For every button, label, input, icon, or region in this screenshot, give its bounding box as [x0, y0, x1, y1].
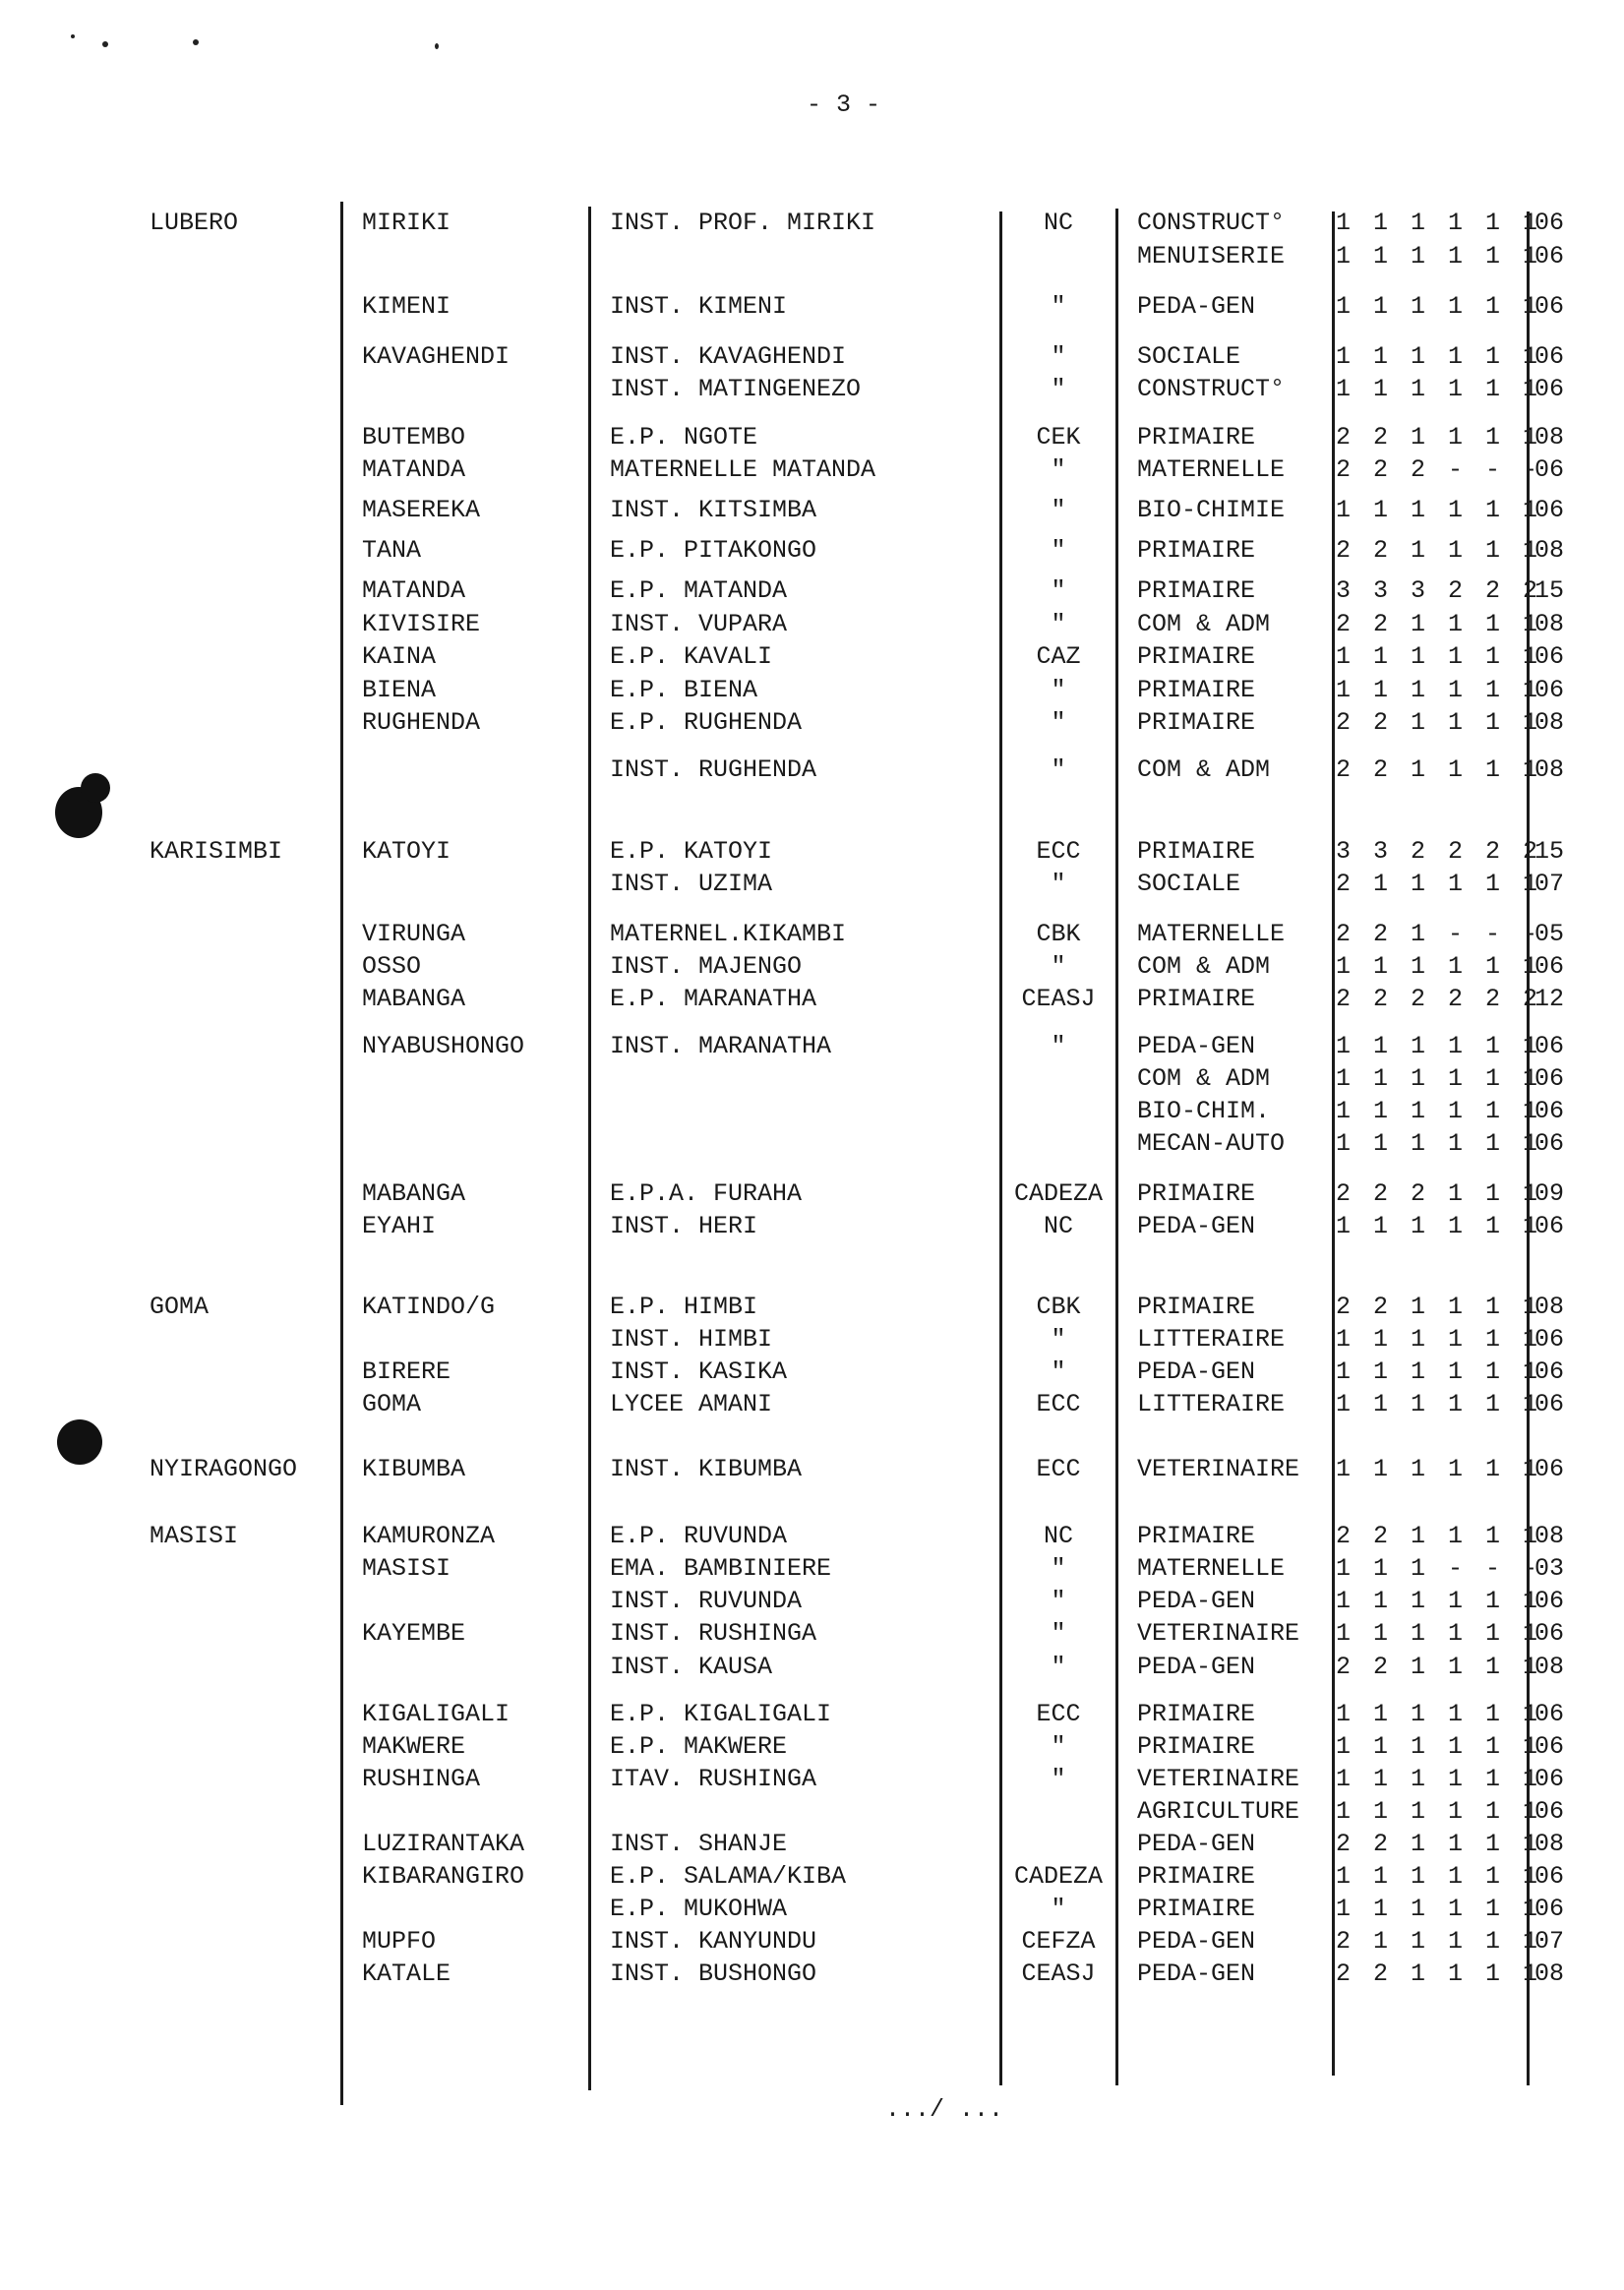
cell-total: 06	[1534, 1097, 1565, 1125]
cell-org: NC	[1043, 1522, 1073, 1550]
cell-classes: 1 1 1 1 1 1	[1336, 1587, 1542, 1615]
cell-org: "	[1051, 708, 1066, 737]
cell-section: COM & ADM	[1137, 755, 1271, 784]
cell-org: "	[1051, 755, 1066, 784]
cell-section: PRIMAIRE	[1137, 1732, 1256, 1761]
cell-total: 06	[1534, 1700, 1565, 1728]
cell-org: "	[1051, 1587, 1066, 1615]
cell-loc: RUSHINGA	[362, 1765, 481, 1793]
cell-total: 06	[1534, 1895, 1565, 1923]
cell-total: 06	[1534, 1064, 1565, 1093]
cell-total: 06	[1534, 1587, 1565, 1615]
cell-section: PRIMAIRE	[1137, 1862, 1256, 1891]
cell-classes: 2 2 2 2 2 2	[1336, 985, 1542, 1013]
cell-school: E.P. NGOTE	[610, 423, 758, 452]
cell-school: INST. KANYUNDU	[610, 1927, 817, 1956]
cell-section: PEDA-GEN	[1137, 292, 1256, 321]
cell-total: 08	[1534, 755, 1565, 784]
cell-school: INST. SHANJE	[610, 1830, 788, 1858]
cell-loc: LUZIRANTAKA	[362, 1830, 525, 1858]
cell-org: "	[1051, 1765, 1066, 1793]
cell-school: MATERNELLE MATANDA	[610, 455, 876, 484]
cell-classes: 1 1 1 1 1 1	[1336, 209, 1542, 237]
cell-school: MATERNEL.KIKAMBI	[610, 920, 847, 948]
cell-school: LYCEE AMANI	[610, 1390, 773, 1418]
cell-section: PRIMAIRE	[1137, 985, 1256, 1013]
cell-section: PEDA-GEN	[1137, 1830, 1256, 1858]
cell-section: PRIMAIRE	[1137, 708, 1256, 737]
cell-total: 08	[1534, 423, 1565, 452]
cell-school: E.P.A. FURAHA	[610, 1179, 803, 1208]
cell-school: INST. KAVAGHENDI	[610, 342, 847, 371]
cell-loc: KAMURONZA	[362, 1522, 496, 1550]
cell-org: "	[1051, 375, 1066, 403]
cell-loc: TANA	[362, 536, 422, 565]
cell-section: SOCIALE	[1137, 342, 1241, 371]
cell-school: INST. VUPARA	[610, 610, 788, 638]
cell-total: 08	[1534, 1959, 1565, 1988]
cell-school: INST. UZIMA	[610, 870, 773, 898]
cell-zone: LUBERO	[150, 209, 239, 237]
column-rule-section	[1332, 211, 1335, 2076]
cell-classes: 2 2 2 1 1 1	[1336, 1179, 1542, 1208]
cell-school: INST. RUGHENDA	[610, 755, 817, 784]
cell-org: "	[1051, 676, 1066, 704]
cell-section: PRIMAIRE	[1137, 576, 1256, 605]
cell-classes: 1 1 1 1 1 1	[1336, 1212, 1542, 1240]
cell-classes: 1 1 1 1 1 1	[1336, 1797, 1542, 1826]
cell-classes: 1 1 1 1 1 1	[1336, 1862, 1542, 1891]
cell-loc: BIRERE	[362, 1357, 451, 1386]
cell-total: 06	[1534, 1032, 1565, 1060]
cell-loc: KIBUMBA	[362, 1455, 466, 1483]
cell-classes: 2 2 1 1 1 1	[1336, 755, 1542, 784]
cell-org: CADEZA	[1013, 1862, 1103, 1891]
cell-section: CONSTRUCT°	[1137, 375, 1286, 403]
cell-zone: GOMA	[150, 1293, 210, 1321]
cell-classes: 1 1 1 1 1 1	[1336, 952, 1542, 981]
cell-total: 06	[1534, 209, 1565, 237]
cell-section: PRIMAIRE	[1137, 1522, 1256, 1550]
cell-org: NC	[1043, 209, 1073, 237]
cell-loc: KAVAGHENDI	[362, 342, 511, 371]
cell-classes: 1 1 1 1 1 1	[1336, 642, 1542, 671]
cell-loc: KIMENI	[362, 292, 451, 321]
cell-school: E.P. KAVALI	[610, 642, 773, 671]
cell-loc: KATOYI	[362, 837, 451, 866]
cell-classes: 1 1 1 1 1 1	[1336, 1700, 1542, 1728]
cell-total: 05	[1534, 920, 1565, 948]
cell-section: VETERINAIRE	[1137, 1619, 1300, 1648]
cell-school: INST. KIBUMBA	[610, 1455, 803, 1483]
cell-loc: NYABUSHONGO	[362, 1032, 525, 1060]
cell-classes: 2 1 1 1 1 1	[1336, 870, 1542, 898]
cell-classes: 1 1 1 1 1 1	[1336, 1097, 1542, 1125]
cell-loc: MAKWERE	[362, 1732, 466, 1761]
cell-org: "	[1051, 610, 1066, 638]
cell-section: PEDA-GEN	[1137, 1357, 1256, 1386]
cell-classes: 2 2 1 1 1 1	[1336, 1959, 1542, 1988]
cell-section: LITTERAIRE	[1137, 1325, 1286, 1354]
cell-school: E.P. SALAMA/KIBA	[610, 1862, 847, 1891]
cell-org: "	[1051, 536, 1066, 565]
cell-loc: KIBARANGIRO	[362, 1862, 525, 1891]
cell-org: ECC	[1036, 1700, 1081, 1728]
cell-classes: 1 1 1 1 1 1	[1336, 1064, 1542, 1093]
cell-total: 09	[1534, 1179, 1565, 1208]
cell-section: PRIMAIRE	[1137, 423, 1256, 452]
cell-school: E.P. MUKOHWA	[610, 1895, 788, 1923]
speck	[193, 39, 199, 45]
cell-total: 08	[1534, 708, 1565, 737]
cell-section: MECAN-AUTO	[1137, 1129, 1286, 1158]
cell-org: ECC	[1036, 1390, 1081, 1418]
ink-blot	[57, 1419, 102, 1465]
cell-school: INST. RUVUNDA	[610, 1587, 803, 1615]
cell-section: PEDA-GEN	[1137, 1587, 1256, 1615]
cell-section: MATERNELLE	[1137, 1554, 1286, 1583]
cell-section: CONSTRUCT°	[1137, 209, 1286, 237]
cell-section: MATERNELLE	[1137, 455, 1286, 484]
cell-classes: 1 1 1 1 1 1	[1336, 676, 1542, 704]
cell-total: 08	[1534, 610, 1565, 638]
page-number: - 3 -	[807, 90, 881, 119]
cell-section: AGRICULTURE	[1137, 1797, 1300, 1826]
cell-classes: 2 2 1 1 1 1	[1336, 1522, 1542, 1550]
cell-total: 06	[1534, 1325, 1565, 1354]
column-rule-locality	[588, 207, 591, 2090]
cell-classes: 2 2 1 1 1 1	[1336, 1653, 1542, 1681]
cell-total: 06	[1534, 952, 1565, 981]
cell-section: PEDA-GEN	[1137, 1653, 1256, 1681]
ink-blot-tail	[81, 773, 110, 803]
cell-org: "	[1051, 952, 1066, 981]
cell-school: E.P. RUGHENDA	[610, 708, 803, 737]
speck	[71, 34, 75, 38]
cell-section: COM & ADM	[1137, 952, 1271, 981]
cell-total: 06	[1534, 1765, 1565, 1793]
cell-school: INST. KASIKA	[610, 1357, 788, 1386]
cell-section: PEDA-GEN	[1137, 1927, 1256, 1956]
cell-classes: 2 2 1 - - -	[1336, 920, 1542, 948]
cell-total: 12	[1534, 985, 1565, 1013]
footer-continuation: .../ ...	[885, 2095, 1004, 2124]
cell-classes: 1 1 1 1 1 1	[1336, 1455, 1542, 1483]
cell-total: 06	[1534, 1129, 1565, 1158]
cell-section: PRIMAIRE	[1137, 837, 1256, 866]
cell-org: "	[1051, 1619, 1066, 1648]
cell-classes: 1 1 1 1 1 1	[1336, 1032, 1542, 1060]
cell-classes: 1 1 1 1 1 1	[1336, 1129, 1542, 1158]
cell-classes: 1 1 1 1 1 1	[1336, 1895, 1542, 1923]
cell-total: 08	[1534, 1293, 1565, 1321]
cell-loc: OSSO	[362, 952, 422, 981]
column-rule-zone	[340, 202, 343, 2105]
cell-org: NC	[1043, 1212, 1073, 1240]
cell-org: "	[1051, 1554, 1066, 1583]
cell-total: 06	[1534, 642, 1565, 671]
cell-classes: 1 1 1 1 1 1	[1336, 1619, 1542, 1648]
cell-section: PEDA-GEN	[1137, 1032, 1256, 1060]
cell-total: 06	[1534, 1732, 1565, 1761]
cell-org: CEASJ	[1021, 985, 1096, 1013]
cell-school: E.P. MATANDA	[610, 576, 788, 605]
cell-org: CEK	[1036, 423, 1081, 452]
cell-classes: 1 1 1 1 1 1	[1336, 1732, 1542, 1761]
cell-total: 15	[1534, 576, 1565, 605]
cell-org: "	[1051, 1732, 1066, 1761]
cell-section: SOCIALE	[1137, 870, 1241, 898]
cell-classes: 2 2 1 1 1 1	[1336, 536, 1542, 565]
cell-total: 06	[1534, 676, 1565, 704]
cell-total: 06	[1534, 1212, 1565, 1240]
cell-section: BIO-CHIM.	[1137, 1097, 1271, 1125]
cell-org: CEASJ	[1021, 1959, 1096, 1988]
cell-school: INST. PROF. MIRIKI	[610, 209, 876, 237]
speck	[435, 43, 439, 49]
cell-total: 07	[1534, 1927, 1565, 1956]
cell-org: ECC	[1036, 837, 1081, 866]
cell-loc: VIRUNGA	[362, 920, 466, 948]
cell-loc: MATANDA	[362, 455, 466, 484]
cell-school: INST. MAJENGO	[610, 952, 803, 981]
cell-school: EMA. BAMBINIERE	[610, 1554, 832, 1583]
column-rule-org	[1115, 209, 1118, 2085]
cell-total: 06	[1534, 1455, 1565, 1483]
cell-classes: 3 3 3 2 2 2	[1336, 576, 1542, 605]
cell-total: 06	[1534, 242, 1565, 271]
cell-loc: MUPFO	[362, 1927, 437, 1956]
cell-school: E.P. MARANATHA	[610, 985, 817, 1013]
cell-total: 08	[1534, 1830, 1565, 1858]
cell-loc: MABANGA	[362, 1179, 466, 1208]
cell-section: PRIMAIRE	[1137, 1179, 1256, 1208]
cell-zone: KARISIMBI	[150, 837, 283, 866]
cell-section: VETERINAIRE	[1137, 1455, 1300, 1483]
cell-school: E.P. PITAKONGO	[610, 536, 817, 565]
cell-org: "	[1051, 1325, 1066, 1354]
cell-org: CBK	[1036, 920, 1081, 948]
cell-school: E.P. MAKWERE	[610, 1732, 788, 1761]
cell-loc: MASISI	[362, 1554, 451, 1583]
cell-section: COM & ADM	[1137, 1064, 1271, 1093]
cell-loc: EYAHI	[362, 1212, 437, 1240]
cell-total: 06	[1534, 1390, 1565, 1418]
cell-total: 08	[1534, 1522, 1565, 1550]
cell-loc: MASEREKA	[362, 496, 481, 524]
cell-section: PEDA-GEN	[1137, 1212, 1256, 1240]
cell-school: ITAV. RUSHINGA	[610, 1765, 817, 1793]
cell-school: E.P. BIENA	[610, 676, 758, 704]
cell-loc: MIRIKI	[362, 209, 451, 237]
cell-total: 06	[1534, 375, 1565, 403]
cell-org: "	[1051, 342, 1066, 371]
cell-section: PRIMAIRE	[1137, 1700, 1256, 1728]
cell-org: "	[1051, 1032, 1066, 1060]
cell-org: CEFZA	[1021, 1927, 1096, 1956]
cell-loc: KAYEMBE	[362, 1619, 466, 1648]
cell-section: BIO-CHIMIE	[1137, 496, 1286, 524]
cell-classes: 1 1 1 1 1 1	[1336, 375, 1542, 403]
cell-section: PRIMAIRE	[1137, 642, 1256, 671]
cell-org: ECC	[1036, 1455, 1081, 1483]
cell-section: COM & ADM	[1137, 610, 1271, 638]
cell-classes: 1 1 1 1 1 1	[1336, 1765, 1542, 1793]
cell-classes: 1 1 1 1 1 1	[1336, 292, 1542, 321]
cell-loc: KIVISIRE	[362, 610, 481, 638]
cell-classes: 1 1 1 1 1 1	[1336, 1325, 1542, 1354]
cell-org: "	[1051, 1357, 1066, 1386]
cell-classes: 2 2 1 1 1 1	[1336, 1293, 1542, 1321]
cell-section: MATERNELLE	[1137, 920, 1286, 948]
cell-school: INST. MATINGENEZO	[610, 375, 862, 403]
cell-total: 15	[1534, 837, 1565, 866]
cell-school: E.P. HIMBI	[610, 1293, 758, 1321]
cell-school: INST. MARANATHA	[610, 1032, 832, 1060]
cell-total: 06	[1534, 1357, 1565, 1386]
cell-classes: 3 3 2 2 2 2	[1336, 837, 1542, 866]
cell-section: PRIMAIRE	[1137, 676, 1256, 704]
cell-org: "	[1051, 870, 1066, 898]
cell-school: E.P. KIGALIGALI	[610, 1700, 832, 1728]
cell-section: PRIMAIRE	[1137, 1895, 1256, 1923]
column-rule-school	[999, 211, 1002, 2085]
cell-org: "	[1051, 576, 1066, 605]
cell-school: INST. BUSHONGO	[610, 1959, 817, 1988]
cell-classes: 2 1 1 1 1 1	[1336, 1927, 1542, 1956]
cell-classes: 2 2 2 - - -	[1336, 455, 1542, 484]
cell-school: INST. KIMENI	[610, 292, 788, 321]
cell-org: CBK	[1036, 1293, 1081, 1321]
cell-loc: GOMA	[362, 1390, 422, 1418]
speck	[102, 41, 108, 47]
cell-classes: 2 2 1 1 1 1	[1336, 708, 1542, 737]
cell-org: CADEZA	[1013, 1179, 1103, 1208]
cell-total: 07	[1534, 870, 1565, 898]
cell-classes: 1 1 1 - - -	[1336, 1554, 1542, 1583]
cell-org: "	[1051, 455, 1066, 484]
cell-total: 06	[1534, 455, 1565, 484]
cell-total: 06	[1534, 342, 1565, 371]
cell-school: E.P. RUVUNDA	[610, 1522, 788, 1550]
cell-total: 08	[1534, 1653, 1565, 1681]
cell-loc: BIENA	[362, 676, 437, 704]
cell-total: 06	[1534, 496, 1565, 524]
cell-total: 06	[1534, 1862, 1565, 1891]
cell-school: INST. HIMBI	[610, 1325, 773, 1354]
cell-section: MENUISERIE	[1137, 242, 1286, 271]
cell-section: PRIMAIRE	[1137, 1293, 1256, 1321]
cell-loc: RUGHENDA	[362, 708, 481, 737]
cell-total: 08	[1534, 536, 1565, 565]
cell-total: 03	[1534, 1554, 1565, 1583]
cell-loc: MABANGA	[362, 985, 466, 1013]
cell-total: 06	[1534, 1619, 1565, 1648]
cell-org: "	[1051, 496, 1066, 524]
cell-classes: 1 1 1 1 1 1	[1336, 496, 1542, 524]
cell-school: INST. RUSHINGA	[610, 1619, 817, 1648]
cell-school: INST. HERI	[610, 1212, 758, 1240]
cell-classes: 1 1 1 1 1 1	[1336, 242, 1542, 271]
cell-section: LITTERAIRE	[1137, 1390, 1286, 1418]
cell-school: E.P. KATOYI	[610, 837, 773, 866]
cell-loc: KATINDO/G	[362, 1293, 496, 1321]
cell-classes: 1 1 1 1 1 1	[1336, 1357, 1542, 1386]
cell-school: INST. KITSIMBA	[610, 496, 817, 524]
cell-org: "	[1051, 292, 1066, 321]
cell-org: "	[1051, 1895, 1066, 1923]
cell-org: "	[1051, 1653, 1066, 1681]
cell-org: CAZ	[1036, 642, 1081, 671]
cell-loc: KATALE	[362, 1959, 451, 1988]
cell-section: PRIMAIRE	[1137, 536, 1256, 565]
cell-classes: 1 1 1 1 1 1	[1336, 1390, 1542, 1418]
cell-zone: MASISI	[150, 1522, 239, 1550]
cell-total: 06	[1534, 292, 1565, 321]
cell-loc: KAINA	[362, 642, 437, 671]
cell-classes: 1 1 1 1 1 1	[1336, 342, 1542, 371]
cell-loc: MATANDA	[362, 576, 466, 605]
cell-section: PEDA-GEN	[1137, 1959, 1256, 1988]
cell-classes: 2 2 1 1 1 1	[1336, 423, 1542, 452]
cell-loc: KIGALIGALI	[362, 1700, 511, 1728]
cell-school: INST. KAUSA	[610, 1653, 773, 1681]
cell-classes: 2 2 1 1 1 1	[1336, 610, 1542, 638]
cell-section: VETERINAIRE	[1137, 1765, 1300, 1793]
cell-loc: BUTEMBO	[362, 423, 466, 452]
cell-zone: NYIRAGONGO	[150, 1455, 298, 1483]
cell-total: 06	[1534, 1797, 1565, 1826]
cell-classes: 2 2 1 1 1 1	[1336, 1830, 1542, 1858]
